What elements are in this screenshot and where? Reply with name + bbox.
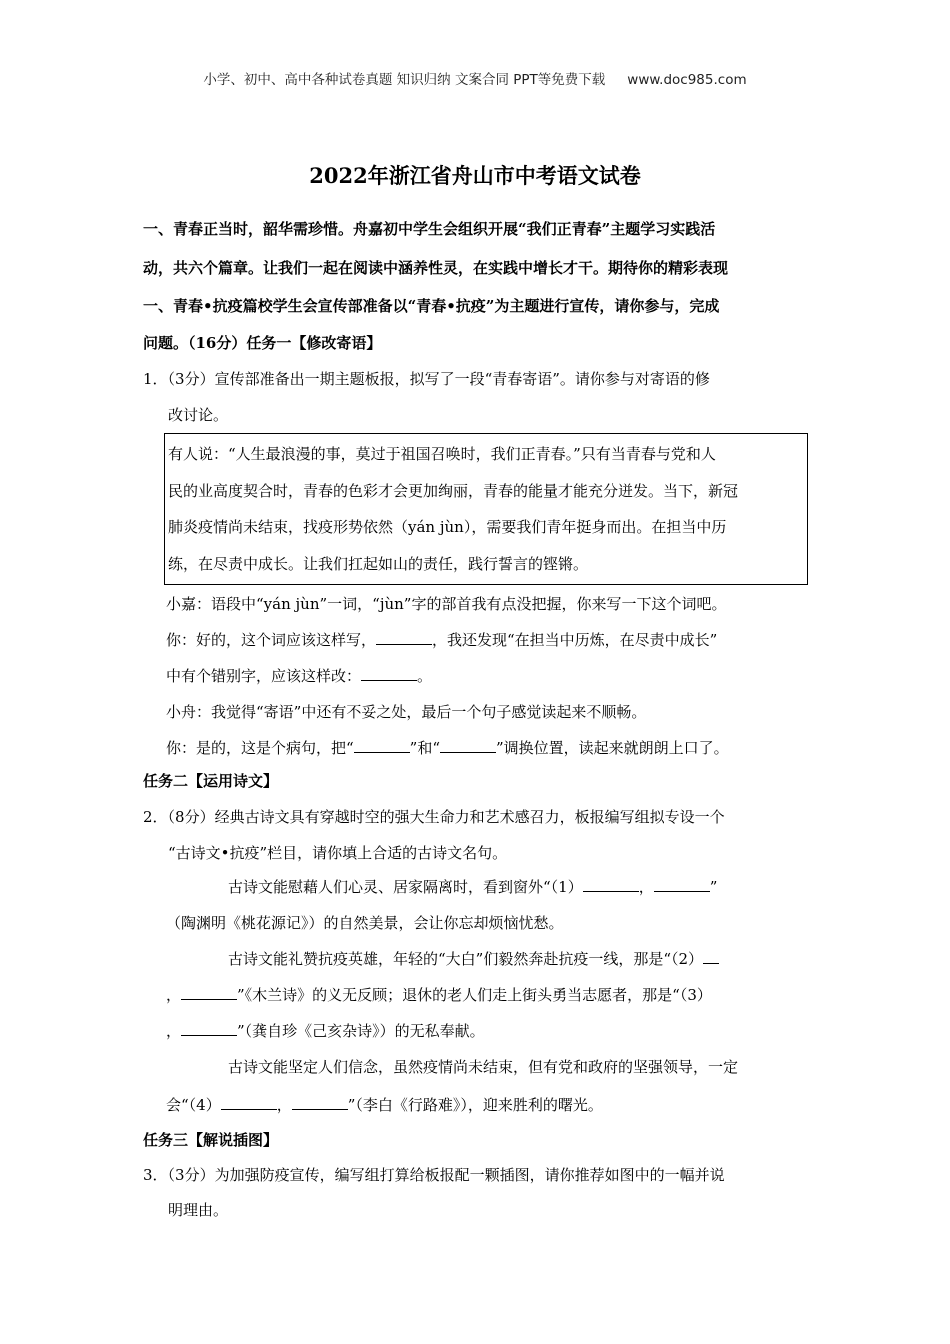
answer-blank[interactable] <box>583 879 639 892</box>
quote-line: 肺炎疫情尚未结束，找疫形势依然（yán jùn），需要我们青年挺身而出。在担当中历 <box>168 518 727 536</box>
header-text: 小学、初中、高中各种试卷真题 知识归纳 文案合同 PPT等免费下载 <box>203 72 606 88</box>
answer-blank[interactable] <box>221 1097 277 1110</box>
question-3-text: 3．（3分）为加强防疫宣传，编写组打算给板报配一颗插图，请你推荐如图中的一幅并说 <box>143 1166 725 1184</box>
page-title: 2022年浙江省舟山市中考语文试卷 <box>309 163 641 188</box>
poem-paragraph: （陶渊明《桃花源记》）的自然美景，会让你忘却烦恼忧愁。 <box>166 914 564 932</box>
dialogue-line: 小舟：我觉得“寄语”中还有不妥之处，最后一个句子感觉读起来不顺畅。 <box>166 703 647 721</box>
poem-paragraph: 会“（4） ， ”（李白《行路难》），迎来胜利的曙光。 <box>166 1096 603 1114</box>
poem-paragraph: 古诗文能坚定人们信念，虽然疫情尚未结束，但有党和政府的坚强领导，一定 <box>228 1058 739 1076</box>
poem-paragraph: 古诗文能礼赞抗疫英雄，年轻的“大白”们毅然奔赴抗疫一线，那是“（2） <box>228 948 719 969</box>
question-1-text: 改讨论。 <box>168 406 229 424</box>
intro-line: 问题。（16分）任务一【修改寄语】 <box>143 334 382 352</box>
dialogue-line: 中有个错别字，应该这样改： 。 <box>166 667 433 685</box>
poem-paragraph: ， ”（龚自珍《己亥杂诗》）的无私奉献。 <box>166 1022 485 1040</box>
intro-line: 一、青春•抗疫篇校学生会宣传部准备以“青春•抗疫”为主题进行宣传，请你参与，完成 <box>143 297 720 315</box>
question-2-text: 2．（8分）经典古诗文具有穿越时空的强大生命力和艺术感召力，板报编写组拟专设一个 <box>143 808 725 826</box>
answer-blank[interactable] <box>376 632 432 645</box>
dialogue-line: 你：是的，这是个病句，把“ ”和“ ”调换位置，读起来就朗朗上口了。 <box>166 739 729 757</box>
header-site[interactable]: www.doc985.com <box>627 72 747 88</box>
question-2-text: “古诗文•抗疫”栏目，请你填上合适的古诗文名句。 <box>168 844 508 862</box>
intro-line: 动，共六个篇章。让我们一起在阅读中涵养性灵，在实践中增长才干。期待你的精彩表现 <box>143 259 729 277</box>
task-2-heading: 任务二【运用诗文】 <box>143 772 279 790</box>
poem-paragraph: ， ”《木兰诗》的义无反顾；退休的老人们走上街头勇当志愿者，那是“（3） <box>166 986 712 1004</box>
answer-blank[interactable] <box>354 740 410 753</box>
answer-blank[interactable] <box>181 1023 237 1036</box>
quote-line: 有人说：“人生最浪漫的事，莫过于祖国召唤时，我们正青春。”只有当青春与党和人 <box>168 445 716 463</box>
intro-line: 一、青春正当时，韶华需珍惜。舟嘉初中学生会组织开展“我们正青春”主题学习实践活 <box>143 220 716 238</box>
dialogue-line: 小嘉：语段中“yán jùn”一词，“jùn”字的部首我有点没把握，你来写一下这个词吧。 <box>166 595 727 613</box>
answer-blank[interactable] <box>440 740 496 753</box>
question-3-text: 明理由。 <box>168 1201 229 1219</box>
dialogue-line: 你：好的，这个词应该这样写， ，我还发现“在担当中历炼，在尽责中成长” <box>166 631 718 649</box>
question-1-text: 1．（3分）宣传部准备出一期主题板报，拟写了一段“青春寄语”。请你参与对寄语的修 <box>143 370 710 388</box>
poem-paragraph: 古诗文能慰藉人们心灵、居家隔离时，看到窗外“（1） ， ” <box>228 878 718 896</box>
answer-blank[interactable] <box>654 879 710 892</box>
quote-line: 练，在尽责中成长。让我们扛起如山的责任，践行誓言的铿锵。 <box>168 555 589 573</box>
task-3-heading: 任务三【解说插图】 <box>143 1131 279 1149</box>
answer-blank[interactable] <box>703 951 719 964</box>
answer-blank[interactable] <box>181 987 237 1000</box>
page-header <box>0 68 950 88</box>
answer-blank[interactable] <box>361 668 417 681</box>
quote-line: 民的业高度契合时，青春的色彩才会更加绚丽，青春的能量才能充分迸发。当下，新冠 <box>168 482 739 500</box>
answer-blank[interactable] <box>292 1097 348 1110</box>
